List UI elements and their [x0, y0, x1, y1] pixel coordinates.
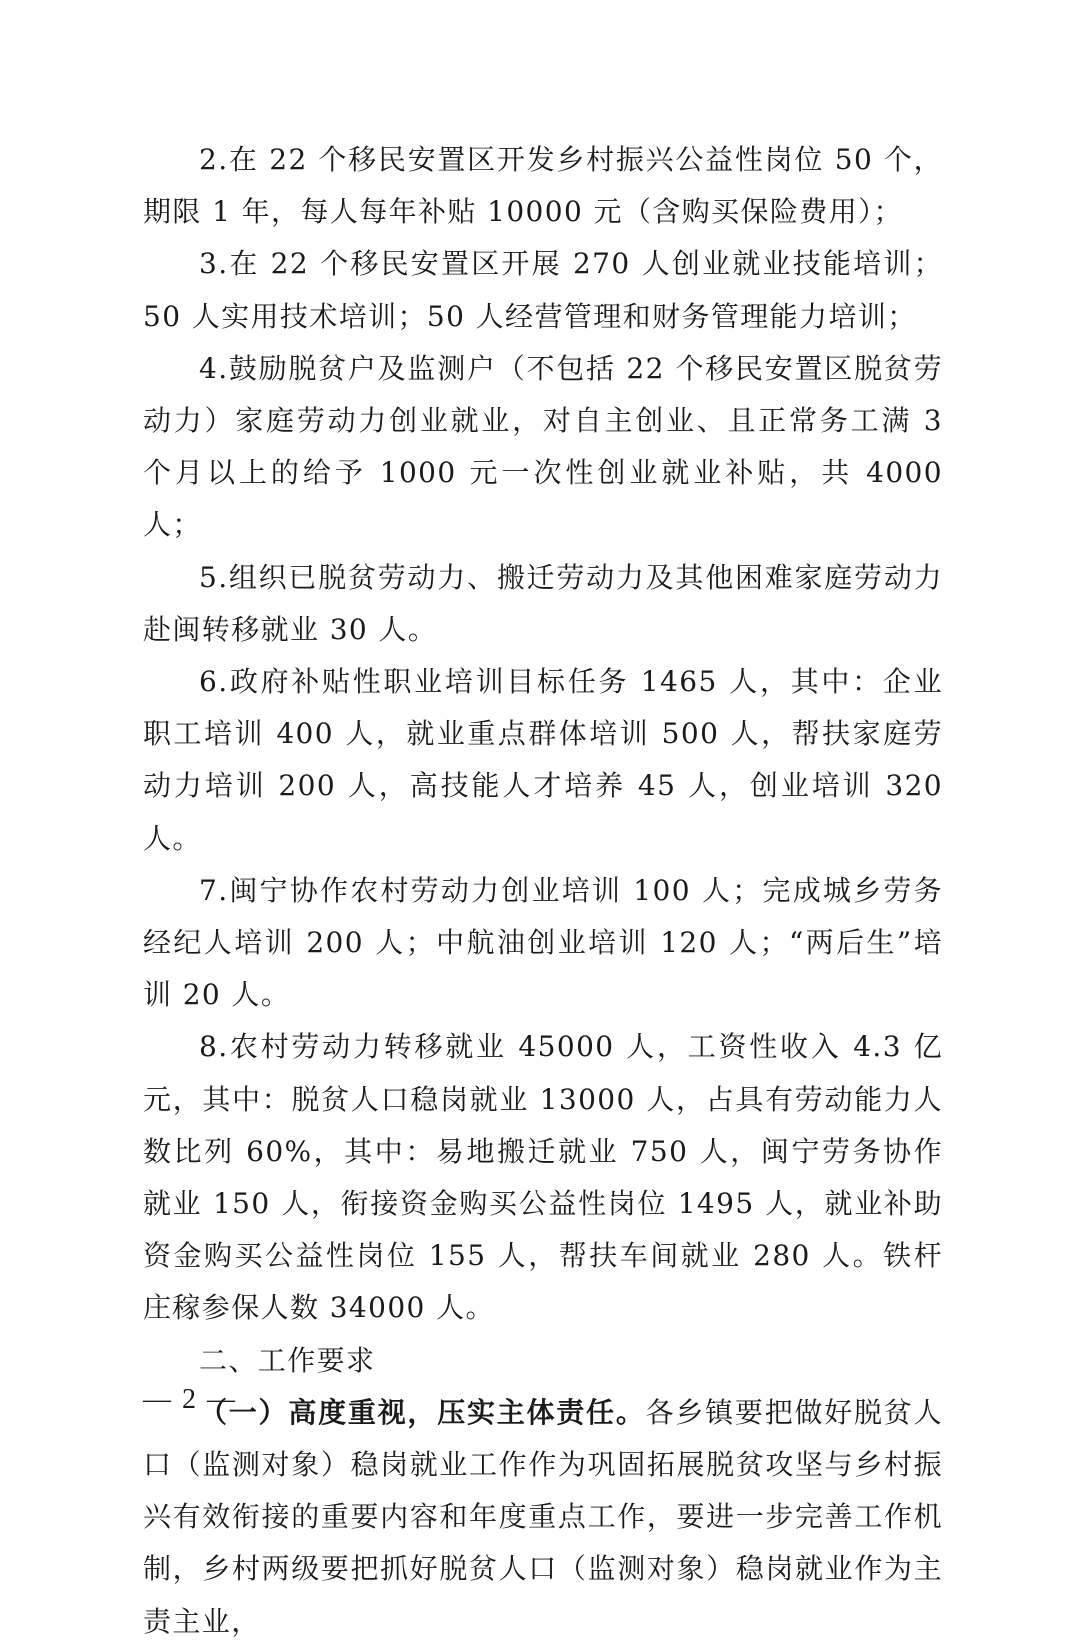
paragraph-item-5: 5.组织已脱贫劳动力、搬迁劳动力及其他困难家庭劳动力赴闽转移就业 30 人。 — [143, 560, 943, 646]
paragraph-item-4: 4.鼓励脱贫户及监测户（不包括 22 个移民安置区脱贫劳动力）家庭劳动力创业就业，对自主创业、且正常务工满 3 个月以上的给予 1000 元一次性创业就业补贴，共 4000 人； — [143, 351, 943, 542]
page-number: — 2 — — [143, 1384, 237, 1415]
paragraph-item-2: 2.在 22 个移民安置区开发乡村振兴公益性岗位 50 个，期限 1 年，每人每年补贴 10000 元（含购买保险费用）； — [143, 143, 943, 229]
paragraph-item-6: 6.政府补贴性职业培训目标任务 1465 人，其中：企业职工培训 400 人，就业重点群体培训 500 人，帮扶家庭劳动力培训 200 人，高技能人才培养 45 人，创业培训 320 人。 — [143, 665, 943, 855]
requirement-title-1: （一）高度重视，压实主体责任。 — [199, 1395, 646, 1429]
document-body — [143, 134, 943, 1648]
paragraph-item-3: 3.在 22 个移民安置区开展 270 人创业就业技能培训；50 人实用技术培训；50 人经营管理和财务管理能力培训； — [143, 247, 943, 333]
paragraph-item-8: 8.农村劳动力转移就业 45000 人，工资性收入 4.3 亿元，其中：脱贫人口稳岗就业 13000 人，占具有劳动能力人数比列 60%，其中：易地搬迁就业 750 人，闽宁劳务协作就业 150 人，衔接资金购买公益性岗位 1495 人，就业补助资金购买公益性岗位 155 人，帮扶车间就业 280 人。铁杆庄稼参保人数 34000 人。 — [143, 1030, 943, 1325]
requirement-body-1: 各乡镇要把做好脱贫人口（监测对象）稳岗就业工作作为巩固拓展脱贫攻坚与乡村振兴有效衔接的重要内容和年度重点工作，要进一步完善工作机制，乡村两级要把抓好脱贫人口（监测对象）稳岗就业作为主责主业， — [143, 1395, 943, 1638]
section-heading: 二、工作要求 — [199, 1343, 376, 1377]
paragraph-item-7: 7.闽宁协作农村劳动力创业培训 100 人；完成城乡劳务经纪人培训 200 人；中航油创业培训 120 人；“两后生”培训 20 人。 — [143, 873, 943, 1012]
requirement-paragraph-1 — [143, 1387, 943, 1648]
